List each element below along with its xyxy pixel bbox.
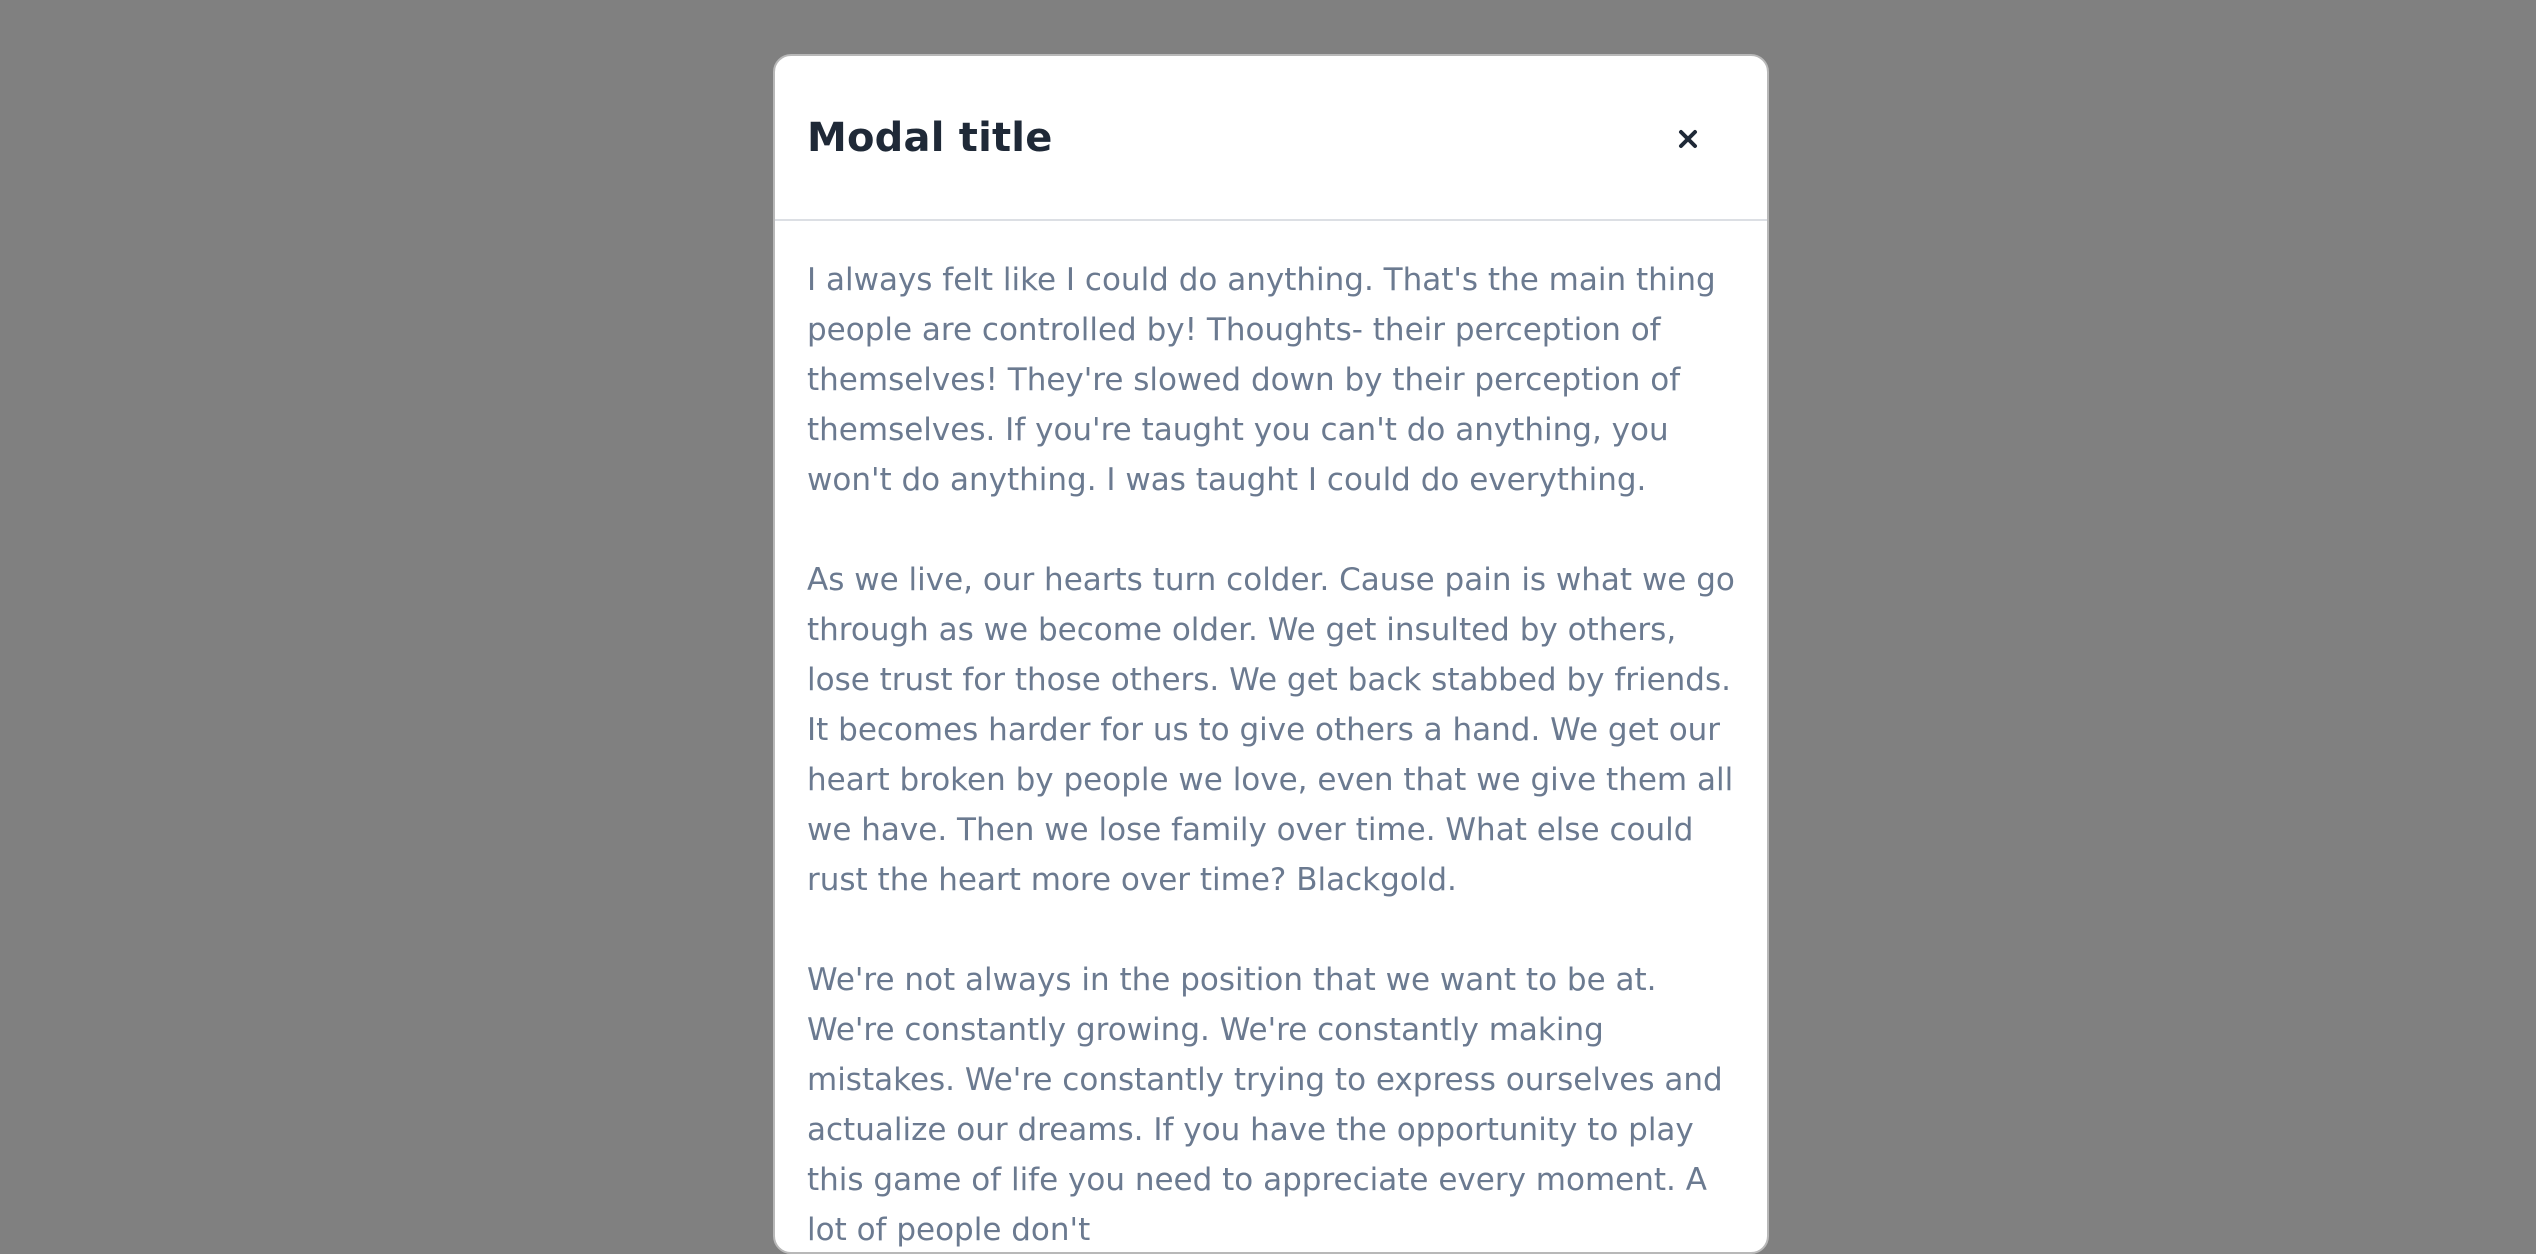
modal-body: [775, 221, 1767, 1254]
modal-dialog: [773, 54, 1769, 1254]
body-paragraph: We're not always in the position that we want to be at. We're constantly growing. We're constantly making mistakes. We're constantly trying to express ourselves and actualize our dreams. If you have the opportunity to play this game of life you need to appreciate every moment. A lot of people don't: [807, 962, 1723, 1248]
modal-header: [775, 56, 1767, 221]
body-paragraph: I always felt like I could do anything. That's the main thing people are controlled by! Thoughts- their perception of themselves! They're slowed down by their perception of themselves. If you're taught you can't do anything, you won't do anything. I was taught I could do everything.: [807, 262, 1716, 498]
close-icon: [1678, 129, 1698, 149]
modal-title: Modal title: [807, 115, 1053, 161]
close-button[interactable]: [1661, 112, 1715, 166]
body-paragraph: As we live, our hearts turn colder. Cause pain is what we go through as we become older. We get insulted by others, lose trust for those others. We get back stabbed by friends. It becomes harder for us to give others a hand. We get our heart broken by people we love, even that we give them all we have. Then we lose family over time. What else could rust the heart more over time? Blackgold.: [807, 562, 1735, 898]
